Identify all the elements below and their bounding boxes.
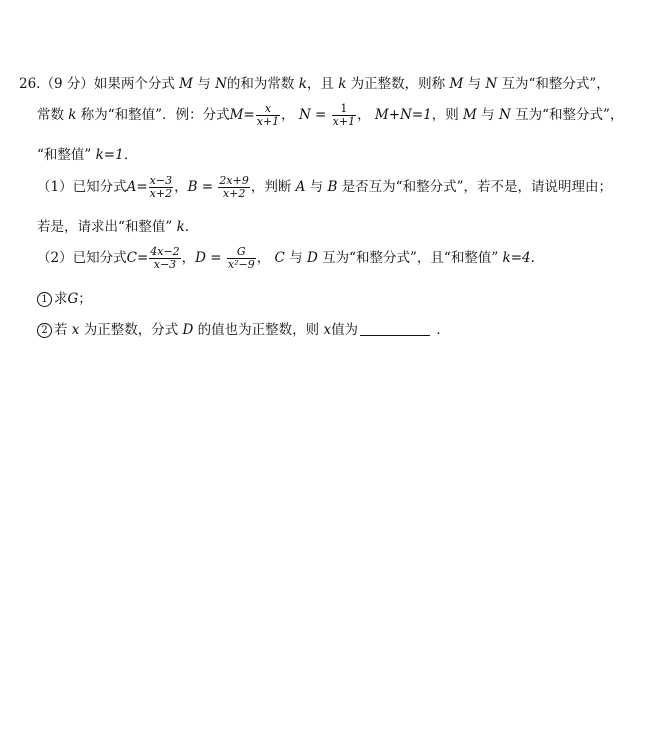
k-value: k=4. — [502, 250, 535, 266]
numerator: 2x+9 — [219, 174, 249, 187]
text: ，且 — [306, 76, 334, 92]
var-k: k — [68, 107, 77, 123]
fraction-C — [149, 246, 180, 271]
fraction-A — [149, 175, 173, 200]
question-line-1 — [19, 72, 610, 92]
numerator: x — [256, 103, 280, 116]
text: 互为“和整分式”， — [515, 107, 624, 123]
part1-label: （1）已知分式 — [37, 179, 127, 195]
var-D: D — [195, 250, 206, 266]
part2-line: （2）已知分式C= $\frac{4x-2}{x-3}$ ，D = $\frac{G}{\text{x²−9}}$ ， C 与 D 互为“和整分式”，且“和整值” k=4. — [37, 245, 535, 271]
subquestion-1 — [37, 287, 92, 307]
question-line-2: 常数 k 称为“和整值”．例：分式M= $\frac{x}{x+1}$ ， N = $\frac{1}{x+1}$ ， M+N=1，则 M 与 N 互为“和整分式”， — [37, 102, 624, 128]
sum-expression: M+N=1 — [374, 107, 432, 123]
text: 与 — [197, 76, 211, 92]
var-B: B — [327, 179, 338, 195]
text: 与 — [309, 179, 324, 195]
var-M: M — [179, 76, 193, 92]
var-x: x — [323, 322, 332, 338]
text: 为正整数，分式 — [83, 322, 179, 338]
denominator: x+1 — [332, 115, 356, 128]
fraction-B — [218, 175, 249, 200]
text: 求 — [54, 291, 68, 307]
text: 与 — [481, 107, 495, 123]
text: ． — [436, 322, 450, 338]
answer-blank[interactable] — [360, 323, 430, 336]
numerator: 1 — [332, 103, 356, 116]
var-C: C — [274, 250, 285, 266]
denominator: x²−9 — [227, 258, 255, 271]
text: ，判断 — [250, 179, 292, 195]
text: 若 — [54, 322, 68, 338]
var-k: k. — [176, 219, 190, 235]
question-line-3 — [37, 143, 137, 163]
fraction-M — [256, 103, 280, 128]
var-N: N — [215, 76, 227, 92]
text: ， — [281, 107, 295, 123]
circled-number-icon: 1 — [37, 292, 52, 307]
fraction-D — [227, 246, 256, 271]
var-M: M — [463, 107, 477, 123]
var-k: k — [298, 76, 307, 92]
numerator: G — [227, 246, 256, 259]
text: 常数 — [37, 107, 64, 123]
text: ； — [78, 291, 92, 307]
part1-line-1: （1）已知分式A= $\frac{x-3}{x+2}$ ，B = $\frac{2x+9}{x+2}$ ，判断 A 与 B 是否互为“和整分式”，若不是，请说明理由； — [37, 174, 612, 200]
var-N: N — [298, 107, 311, 123]
text: 若是，请求出“和整值” — [37, 219, 173, 235]
text: 为正整数，则称 — [350, 76, 446, 92]
circled-number-icon: 2 — [37, 323, 52, 338]
subquestion-2 — [37, 318, 450, 338]
var-D: D — [182, 322, 194, 338]
fraction-N — [332, 103, 356, 128]
var-k: k — [338, 76, 347, 92]
text: “和整值” — [37, 147, 92, 163]
var-B: B — [187, 179, 198, 195]
question-number: 26. — [19, 76, 41, 92]
k-value: k=1． — [95, 147, 138, 163]
text: ， — [256, 250, 271, 266]
text: 的值也为正整数，则 — [197, 322, 320, 338]
text: 值为 — [331, 322, 359, 338]
var-x: x — [71, 322, 80, 338]
text: 与 — [289, 250, 303, 266]
var-M: M — [229, 107, 244, 123]
text: 与 — [467, 76, 482, 92]
var-N: N — [485, 76, 498, 92]
text: 称为“和整值”．例：分式 — [80, 107, 230, 123]
var-M: M — [449, 76, 464, 92]
part1-line-2 — [37, 215, 189, 235]
var-C: C — [126, 250, 137, 266]
text: 的和为常数 — [226, 76, 295, 92]
var-G: G — [67, 291, 79, 307]
denominator: x−3 — [153, 258, 177, 271]
text: 互为“和整分式”， — [501, 76, 610, 92]
text: 是否互为“和整分式”，若不是，请说明理由； — [341, 179, 612, 195]
text: 互为“和整分式”，且“和整值” — [322, 250, 499, 266]
numerator: x−3 — [149, 174, 173, 187]
denominator: x+2 — [149, 187, 173, 200]
var-N: N — [498, 107, 511, 123]
denominator: x+1 — [256, 115, 280, 128]
denominator: x+2 — [222, 187, 246, 200]
question-score: （9 分） — [40, 76, 94, 92]
part2-label: （2）已知分式 — [37, 250, 127, 266]
var-D: D — [306, 250, 318, 266]
text: ， — [357, 107, 371, 123]
text: ，则 — [431, 107, 459, 123]
var-A: A — [126, 179, 137, 195]
numerator: 4x−2 — [150, 245, 180, 258]
var-A: A — [295, 179, 306, 195]
text: 如果两个分式 — [93, 76, 175, 92]
